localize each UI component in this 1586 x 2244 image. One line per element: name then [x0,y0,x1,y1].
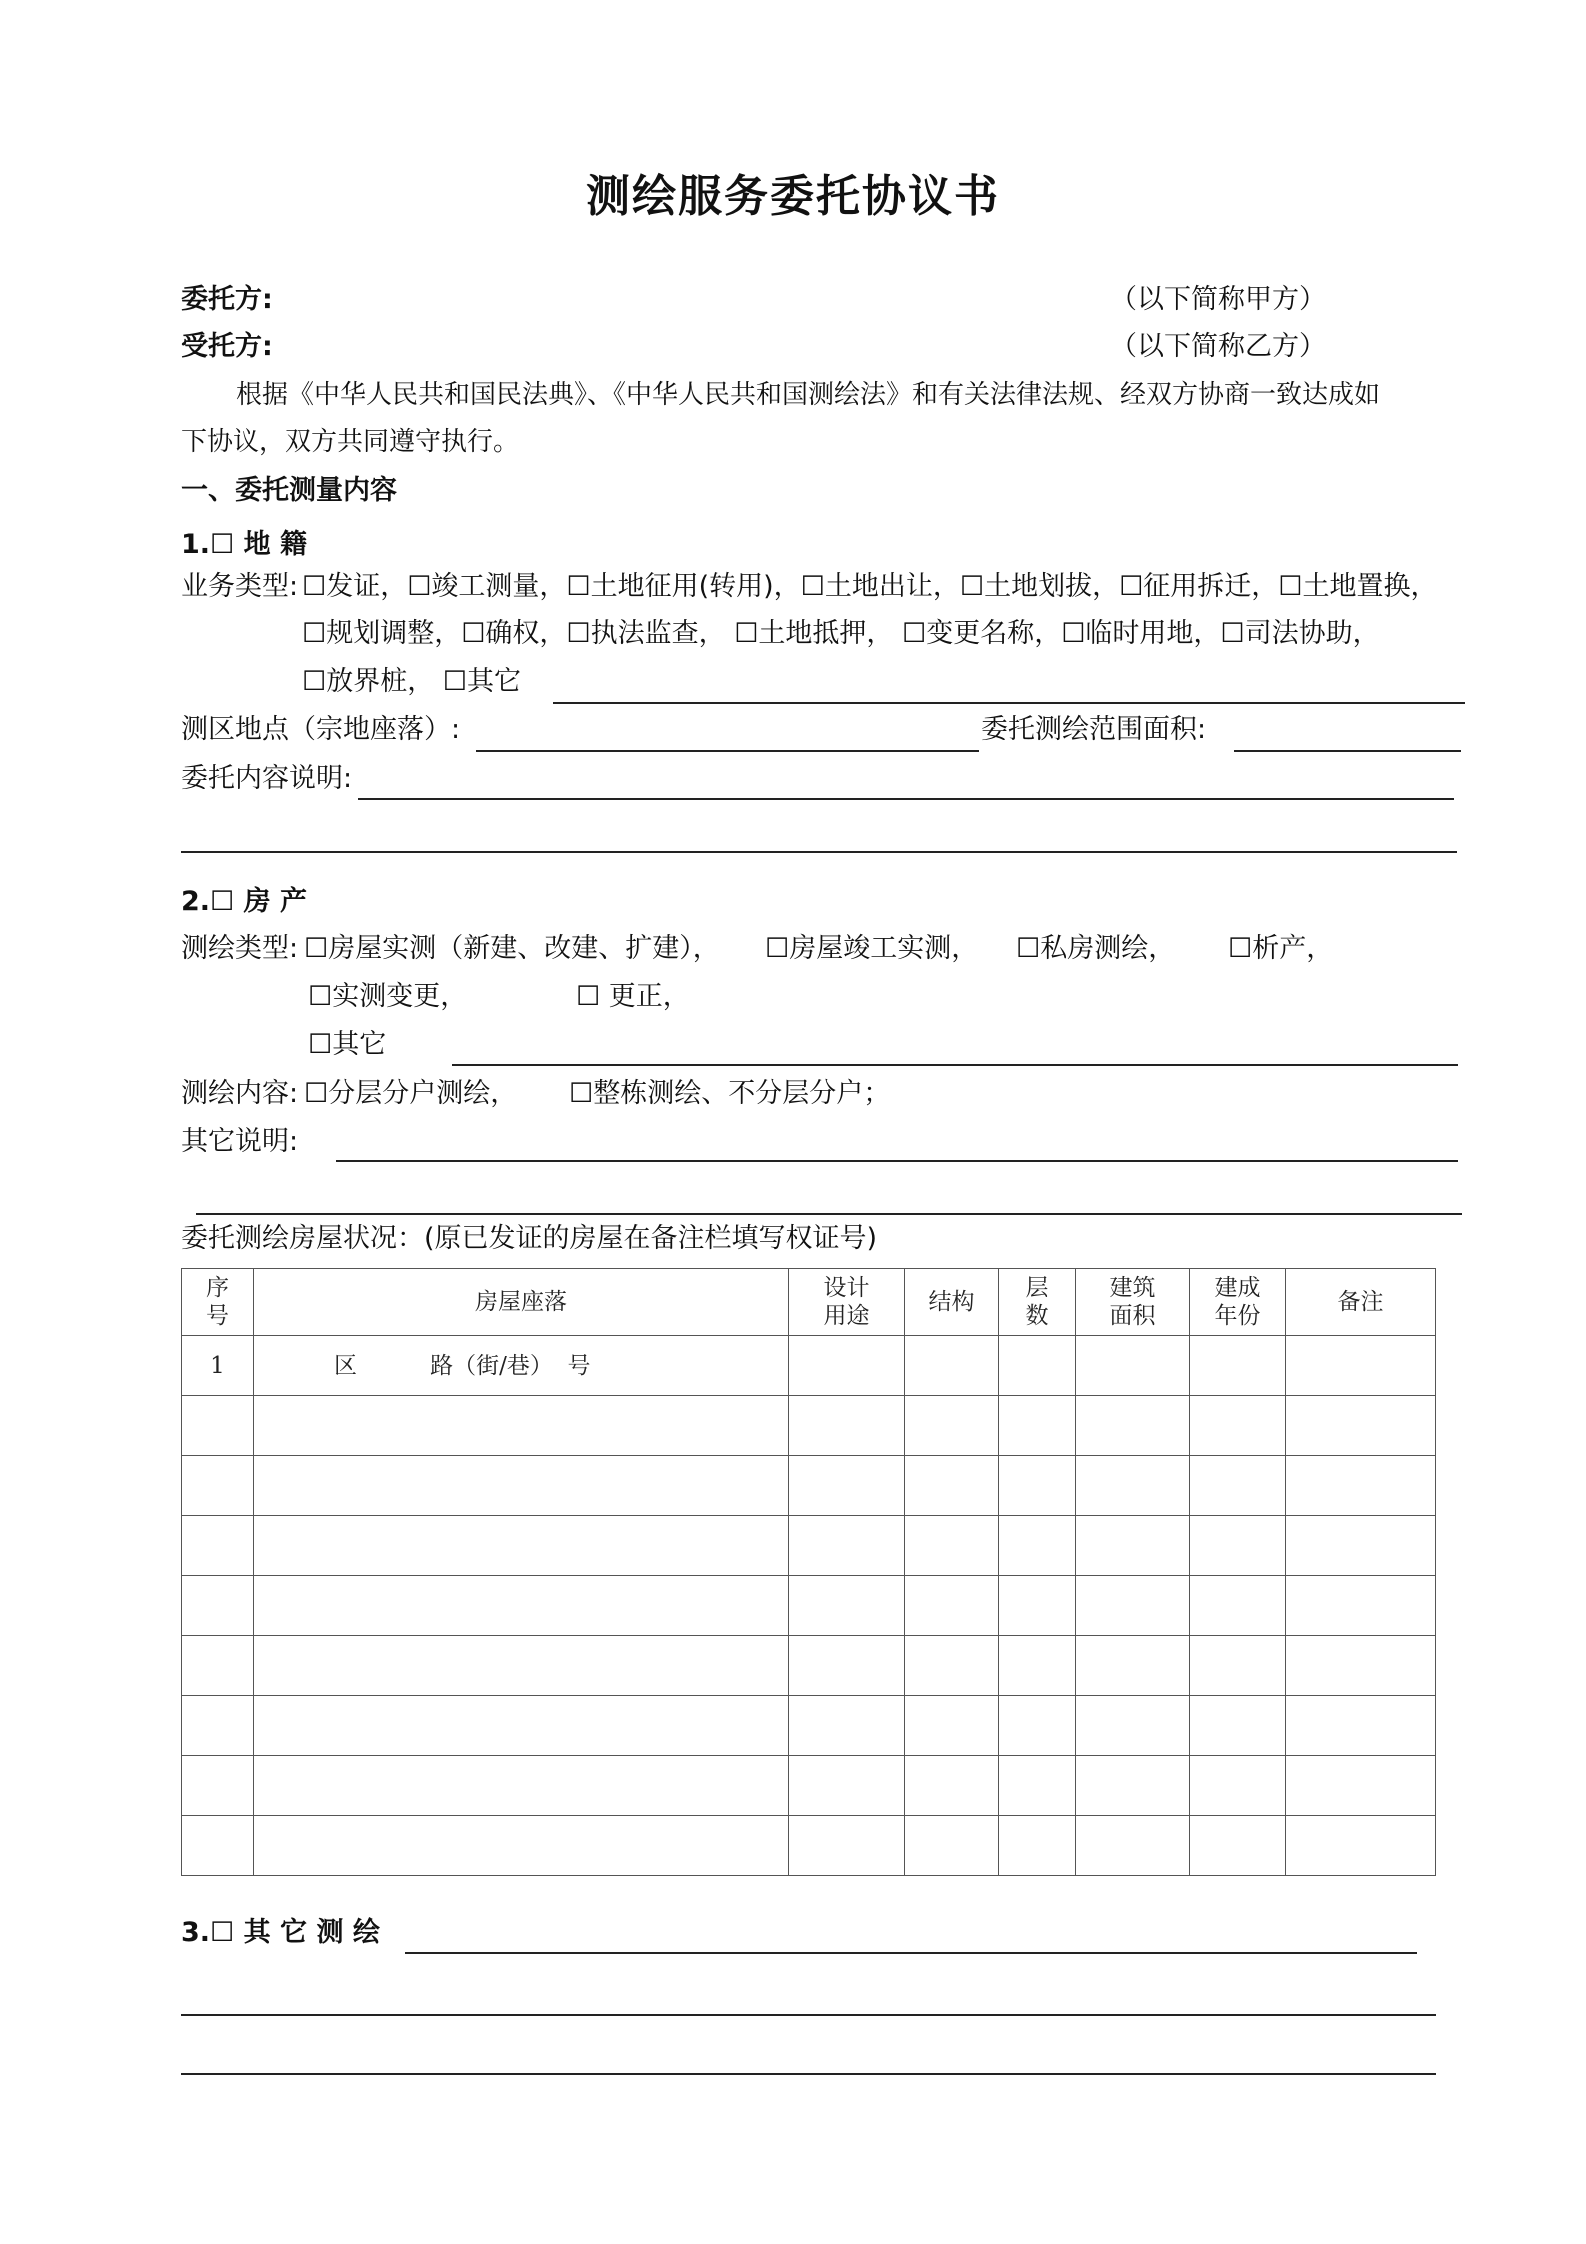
table-row [182,1756,1436,1816]
table-cell[interactable] [999,1756,1076,1816]
intro-line-1: 根据《中华人民共和国民法典》、《中华人民共和国测绘法》和有关法律法规、经双方协商一致达成如 [236,380,1381,410]
header-cell-usage [789,1269,905,1336]
header-area: 建筑 面积 [1109,1275,1156,1329]
table-cell[interactable] [1190,1636,1286,1696]
header-floors: 层 数 [1025,1275,1049,1329]
table-cell[interactable] [182,1636,254,1696]
table-header-row [182,1269,1436,1336]
table-row [182,1336,1436,1396]
table-row [182,1816,1436,1876]
row-no: 1 [210,1352,225,1379]
table-cell[interactable] [999,1336,1076,1396]
table-cell[interactable] [1076,1516,1190,1576]
house-status-caption: 委托测绘房屋状况：(原已发证的房屋在备注栏填写权证号) [181,1223,878,1254]
table-cell[interactable] [905,1636,999,1696]
house-table [181,1268,1436,1876]
table-cell[interactable] [1076,1336,1190,1396]
header-cell-floors [999,1269,1076,1336]
table-cell[interactable] [1190,1696,1286,1756]
table-cell[interactable] [182,1456,254,1516]
survey-content-option-whole[interactable]: ☐整栋测绘、不分层分户； [569,1078,891,1109]
table-cell[interactable] [254,1456,789,1516]
property-other-fill-line[interactable] [452,1064,1458,1066]
other-survey-fill-line-1[interactable] [405,1952,1417,1954]
property-option-new-build[interactable]: ☐房屋实测（新建、改建、扩建）， [304,933,720,964]
table-cell[interactable] [1076,1456,1190,1516]
business-type-options-row1[interactable]: ☐发证，☐竣工测量，☐土地征用(转用)，☐土地出让，☐土地划拔，☐征用拆迁，☐土地置换， [302,571,1438,602]
other-business-fill-line[interactable] [553,702,1465,704]
header-year: 建成 年份 [1214,1275,1261,1329]
header-usage: 设计 用途 [823,1275,870,1329]
section-heading: 一、委托测量内容 [181,475,397,506]
table-cell[interactable] [254,1696,789,1756]
survey-area-label: 委托测绘范围面积: [981,714,1207,745]
table-cell[interactable] [182,1756,254,1816]
table-cell[interactable] [999,1516,1076,1576]
content-description-fill-line-1[interactable] [358,798,1454,800]
cadastre-heading: 1.☐ 地 籍 [181,529,308,560]
table-cell[interactable] [999,1456,1076,1516]
table-cell[interactable] [1190,1456,1286,1516]
table-cell[interactable] [1190,1396,1286,1456]
header-structure: 结构 [928,1289,975,1315]
other-survey-heading: 3.☐ 其 它 测 绘 [181,1917,380,1948]
agent-note: （以下简称乙方） [1110,331,1326,362]
property-survey-type-label: 测绘类型: [181,933,299,964]
survey-location-label: 测区地点（宗地座落）: [181,714,461,745]
header-remarks: 备注 [1337,1289,1384,1315]
other-notes-label: 其它说明: [181,1126,299,1157]
header-cell-structure [905,1269,999,1336]
table-cell[interactable] [254,1636,789,1696]
table-cell[interactable] [182,1396,254,1456]
table-cell[interactable] [905,1456,999,1516]
table-cell[interactable] [182,1696,254,1756]
table-cell[interactable] [789,1756,905,1816]
table-cell[interactable] [254,1516,789,1576]
table-row [182,1636,1436,1696]
header-cell-remarks [1286,1269,1436,1336]
table-cell[interactable] [254,1576,789,1636]
row-address: 区 路（街/巷） 号 [334,1352,591,1379]
other-survey-fill-line-2[interactable] [181,2014,1436,2016]
table-cell[interactable] [254,1756,789,1816]
table-cell[interactable] [905,1516,999,1576]
table-cell[interactable] [789,1516,905,1576]
row-no-cell[interactable] [182,1336,254,1396]
property-option-private[interactable]: ☐私房测绘， [1016,933,1176,964]
agent-label: 受托方: [181,331,273,362]
table-row [182,1576,1436,1636]
header-cell-no [182,1269,254,1336]
table-cell[interactable] [1286,1576,1436,1636]
principal-note: （以下简称甲方） [1110,284,1326,315]
content-description-label: 委托内容说明: [181,763,353,794]
table-cell[interactable] [999,1636,1076,1696]
principal-label: 委托方: [181,284,273,315]
header-cell-area [1076,1269,1190,1336]
table-cell[interactable] [789,1816,905,1876]
table-cell[interactable] [905,1696,999,1756]
table-cell[interactable] [999,1576,1076,1636]
header-cell-year [1190,1269,1286,1336]
table-cell[interactable] [1286,1456,1436,1516]
table-cell[interactable] [1286,1636,1436,1696]
property-heading: 2.☐ 房 产 [181,886,308,917]
header-cell-address [254,1269,789,1336]
table-row [182,1516,1436,1576]
table-cell[interactable] [1076,1696,1190,1756]
table-cell[interactable] [1076,1636,1190,1696]
row-address-cell[interactable] [254,1336,789,1396]
table-cell[interactable] [1286,1756,1436,1816]
business-type-options-row3[interactable]: ☐放界桩， ☐其它 [302,666,521,697]
table-cell[interactable] [1190,1576,1286,1636]
table-cell[interactable] [1190,1816,1286,1876]
table-cell[interactable] [182,1516,254,1576]
table-cell[interactable] [905,1336,999,1396]
property-option-completion[interactable]: ☐房屋竣工实测， [765,933,979,964]
intro-line-2: 下协议，双方共同遵守执行。 [181,427,520,457]
other-notes-fill-line-1[interactable] [336,1160,1458,1162]
table-row [182,1396,1436,1456]
table-cell[interactable] [1076,1396,1190,1456]
other-survey-fill-line-3[interactable] [181,2073,1436,2075]
table-cell[interactable] [182,1816,254,1876]
table-row [182,1696,1436,1756]
page-title: 测绘服务委托协议书 [586,171,1000,222]
table-cell[interactable] [1076,1576,1190,1636]
table-cell[interactable] [905,1756,999,1816]
table-cell[interactable] [905,1576,999,1636]
table-cell[interactable] [1190,1516,1286,1576]
table-cell[interactable] [1076,1816,1190,1876]
table-cell[interactable] [905,1816,999,1876]
table-cell[interactable] [999,1396,1076,1456]
business-type-label: 业务类型: [181,571,299,602]
table-cell[interactable] [905,1396,999,1456]
table-cell[interactable] [999,1696,1076,1756]
table-cell[interactable] [789,1636,905,1696]
table-cell[interactable] [999,1816,1076,1876]
content-description-fill-line-2[interactable] [181,851,1457,853]
survey-area-fill-line[interactable] [1234,750,1461,752]
table-cell[interactable] [1286,1336,1436,1396]
table-cell[interactable] [789,1576,905,1636]
header-no: 序 号 [206,1275,229,1329]
table-cell[interactable] [1286,1516,1436,1576]
table-cell[interactable] [1286,1396,1436,1456]
survey-location-fill-line[interactable] [476,750,979,752]
table-cell[interactable] [1076,1756,1190,1816]
property-option-change[interactable]: ☐实测变更， [308,981,468,1012]
other-notes-fill-line-2[interactable] [196,1213,1462,1215]
table-cell[interactable] [254,1396,789,1456]
property-option-partition[interactable]: ☐析产， [1228,933,1334,964]
table-cell[interactable] [1190,1336,1286,1396]
table-cell[interactable] [1190,1756,1286,1816]
table-cell[interactable] [1286,1696,1436,1756]
survey-content-option-layered[interactable]: ☐分层分户测绘， [304,1078,518,1109]
table-cell[interactable] [182,1576,254,1636]
business-type-options-row2[interactable]: ☐规划调整，☐确权，☐执法监查， ☐土地抵押， ☐变更名称，☐临时用地，☐司法协助， [302,618,1380,649]
table-cell[interactable] [789,1456,905,1516]
survey-content-label: 测绘内容: [181,1078,299,1109]
property-option-correction[interactable]: ☐ 更正， [576,981,690,1012]
table-cell[interactable] [789,1336,905,1396]
table-row [182,1456,1436,1516]
table-cell[interactable] [789,1696,905,1756]
table-cell[interactable] [789,1396,905,1456]
property-option-other[interactable]: ☐其它 [308,1029,387,1060]
table-cell[interactable] [254,1816,789,1876]
table-cell[interactable] [1286,1816,1436,1876]
header-address: 房屋座落 [475,1289,567,1315]
